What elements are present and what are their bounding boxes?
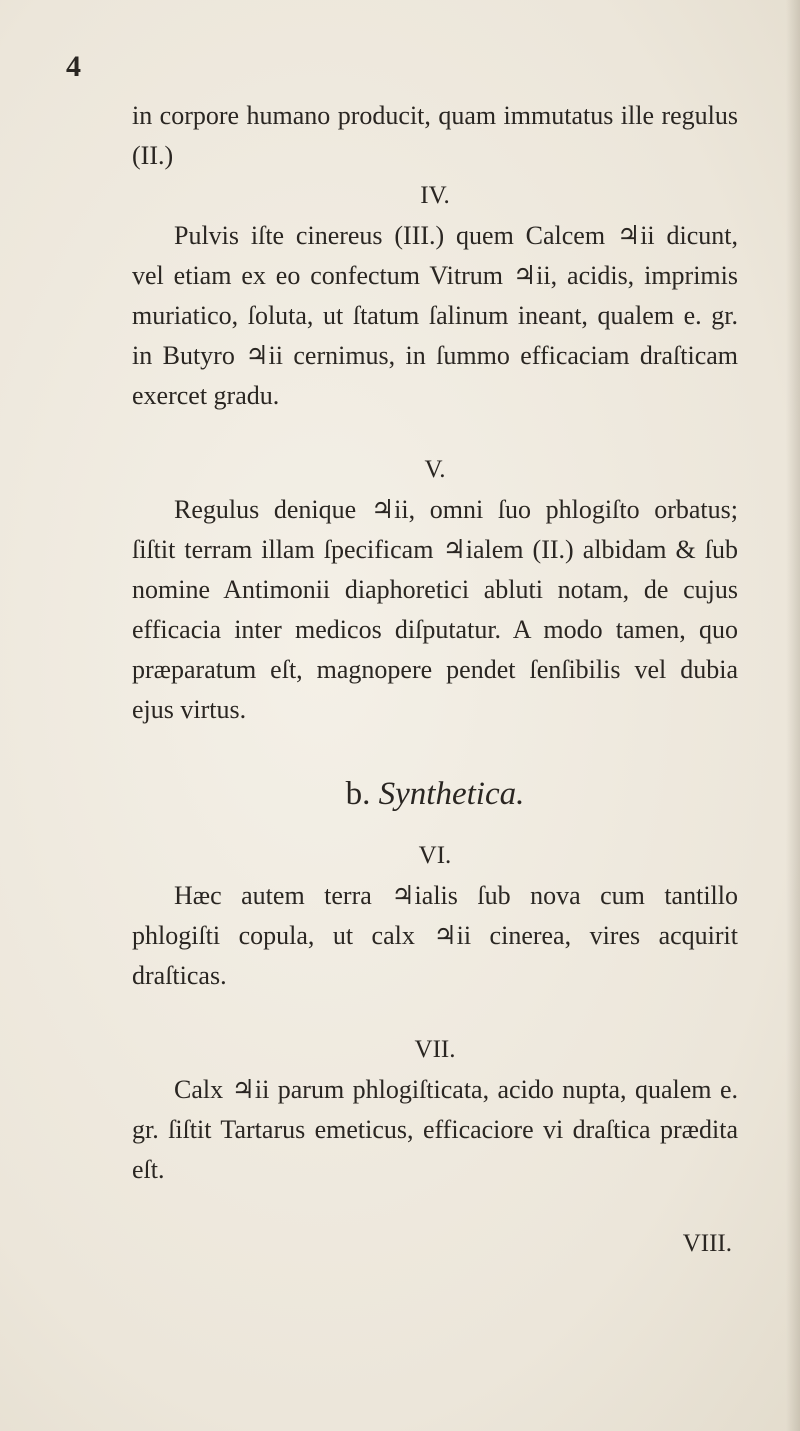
section-heading-v: V. [424,456,446,483]
catchword: VIII. [682,1230,732,1257]
section-heading-vi: VI. [418,842,452,869]
page-edge-shadow [786,0,800,1431]
paragraph-vii: Calx ♃ii parum phlogiſticata, acido nupta, qualem e. gr. ſiſtit Tartarus emeticus, efficaciore vi draſtica prædita eſt. [132,1075,738,1184]
page-number: 4 [66,50,81,83]
section-heading-vii: VII. [414,1036,456,1063]
paragraph-continuation: in corpore humano producit, quam immutatus ille regulus (II.) [132,101,738,170]
subheading-letter: b. [345,776,371,812]
subheading-word: Synthetica. [378,776,525,812]
paragraph-v: Regulus denique ♃ii, omni ſuo phlogiſto orbatus; ſiſtit terram illam ſpecificam ♃ialem (II.) albidam & ſub nomine Antimonii diaphoretici abluti notam, de cujus efficacia inter medicos diſputatur. A modo tamen, quo præparatum eſt, magnopere pendet ſenſibilis vel dubia ejus virtus. [132,495,738,724]
section-heading-iv: IV. [420,182,450,209]
subheading-synthetica [132,774,738,814]
page-body [132,96,738,1264]
paragraph-vi: Hæc autem terra ♃ialis ſub nova cum tantillo phlogiſti copula, ut calx ♃ii cinerea, vires acquirit draſticas. [132,881,738,990]
paragraph-iv: Pulvis iſte cinereus (III.) quem Calcem ♃ii dicunt, vel etiam ex eo confectum Vitrum ♃ii, acidis, imprimis muriatico, ſoluta, ut ſtatum ſalinum ineant, qualem e. gr. in Butyro ♃ii cernimus, in ſummo efficaciam draſticam exercet gradu. [132,221,738,410]
